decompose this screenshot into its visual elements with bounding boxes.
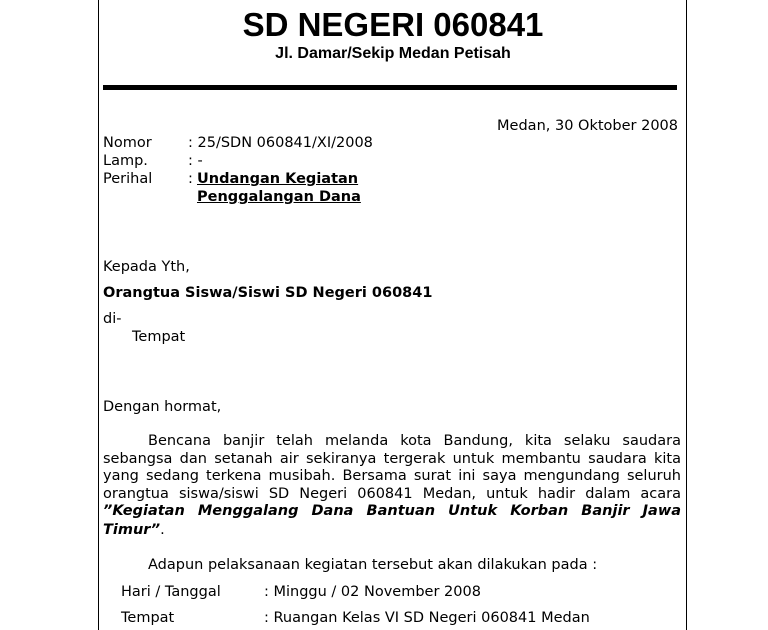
letterhead-divider xyxy=(103,85,677,90)
salutation: Dengan hormat, xyxy=(103,399,222,415)
page-right-border xyxy=(686,0,687,630)
body-p2: Adapun pelaksanaan kegiatan tersebut akan dilakukan pada : xyxy=(148,557,598,573)
perihal-label: Perihal xyxy=(103,171,153,187)
detail-label-place: Tempat xyxy=(121,610,175,626)
body-p1-line1: Bencana banjir telah melanda kota Bandung, kita selaku saudara xyxy=(148,433,681,449)
detail-label-date: Hari / Tanggal xyxy=(121,584,221,600)
letter-date: Medan, 30 Oktober 2008 xyxy=(497,118,678,134)
event-title-line2 xyxy=(103,521,165,539)
body-p1-line2: sebangsa dan setanah air sekiranya tergerak untuk membantu saudara kita xyxy=(103,450,681,467)
body-p1-line3: yang sedang terkena musibah. Bersama surat ini saya mengundang seluruh xyxy=(103,468,681,484)
page-left-border xyxy=(98,0,99,630)
nomor-label: Nomor xyxy=(103,135,152,151)
detail-value-place: : Ruangan Kelas VI SD Negeri 060841 Medan xyxy=(264,610,590,626)
school-name: SD NEGERI 060841 xyxy=(242,6,544,43)
event-title-period: . xyxy=(160,521,165,538)
event-title-end-text: Timur” xyxy=(103,521,161,538)
lamp-label: Lamp. xyxy=(103,153,148,169)
perihal-value-line2: Penggalangan Dana xyxy=(197,189,361,205)
school-address: Jl. Damar/Sekip Medan Petisah xyxy=(275,45,511,62)
recipient-di: di- xyxy=(103,311,122,327)
perihal-colon: : xyxy=(188,171,193,187)
recipient-greeting: Kepada Yth, xyxy=(103,259,190,275)
nomor-value: : 25/SDN 060841/XI/2008 xyxy=(188,135,373,151)
perihal-value-line1: Undangan Kegiatan xyxy=(197,171,359,187)
event-title-line1: ”Kegiatan Menggalang Dana Bantuan Untuk Korban Banjir Jawa xyxy=(103,503,681,519)
detail-value-date: : Minggu / 02 November 2008 xyxy=(264,584,481,600)
body-p1-line4: orangtua siswa/siswi SD Negeri 060841 Medan, untuk hadir dalam acara xyxy=(103,485,681,502)
lamp-value: : - xyxy=(188,153,203,169)
recipient-name: Orangtua Siswa/Siswi SD Negeri 060841 xyxy=(103,285,433,301)
recipient-place: Tempat xyxy=(132,329,186,345)
